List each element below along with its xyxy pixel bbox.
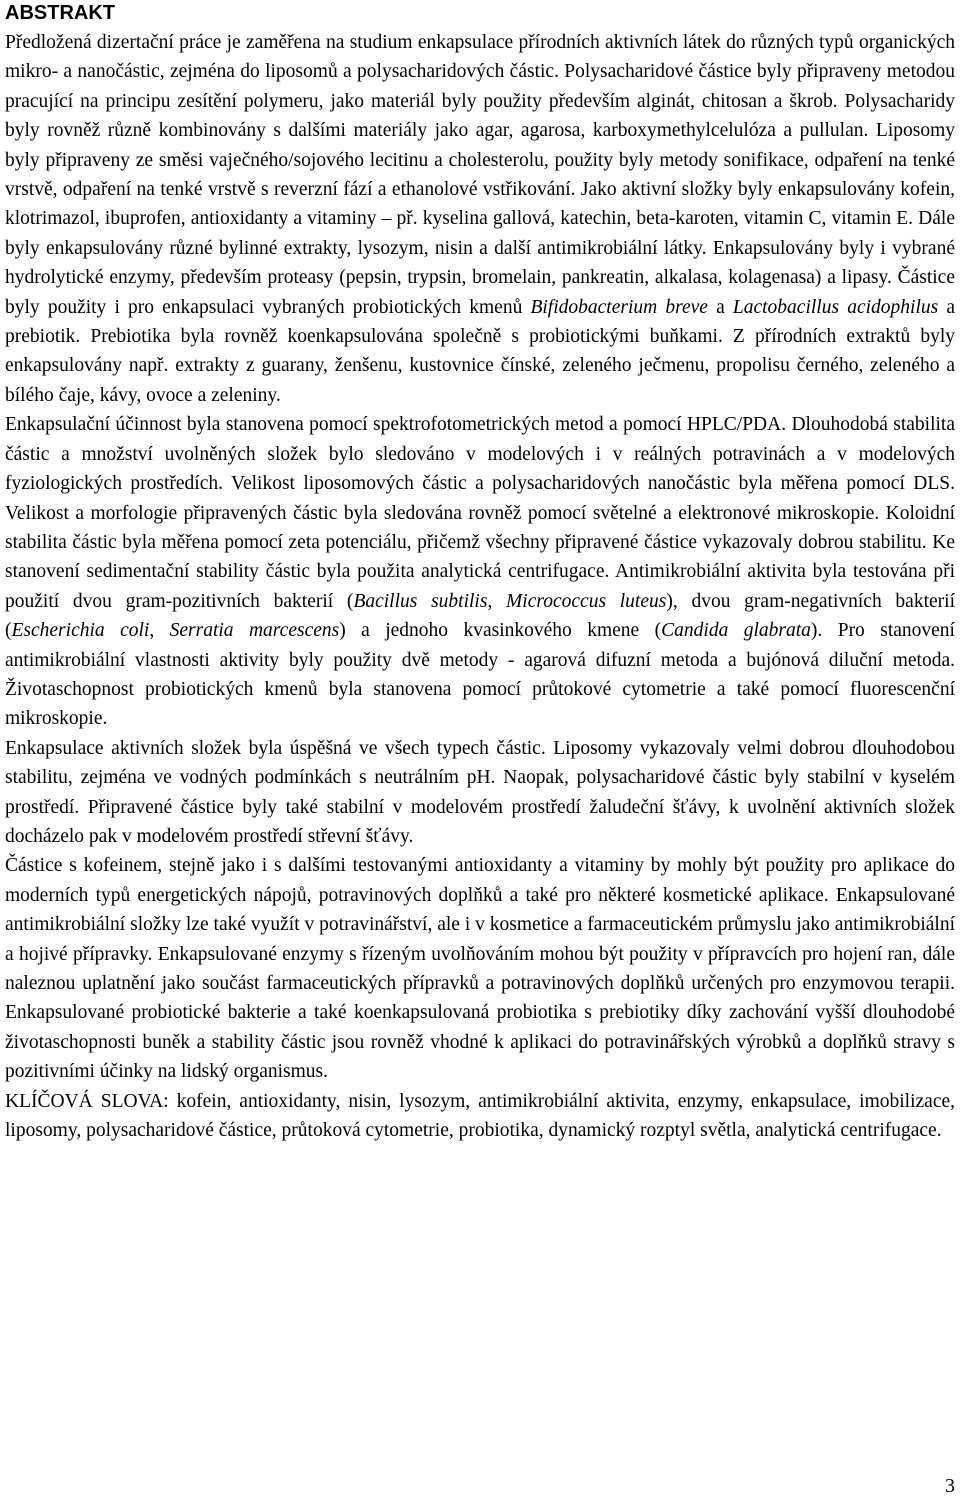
text-run-italic: Bifidobacterium breve bbox=[530, 296, 708, 318]
abstract-paragraph-2 bbox=[5, 410, 955, 733]
page-number: 3 bbox=[945, 1475, 955, 1497]
text-run-italic: Serratia marcescens bbox=[169, 620, 340, 642]
section-heading: ABSTRAKT bbox=[5, 2, 115, 24]
text-run-italic: Candida glabrata bbox=[661, 620, 811, 642]
text-run: , bbox=[487, 590, 507, 612]
text-run: Částice s kofeinem, stejně jako i s dalšími testovanými antioxidanty a vitaminy by mohly být použity pro aplikace do moderních typů energetických nápojů, potravinových doplňků a také pro některé kosmetické aplikace. Enkapsulované antimikrobiální složky lze také využít v potravinářství, ale i v kosmetice a farmaceutickém průmyslu jako antimikrobiální a hojivé přípravky. Enkapsulované enzymy s řízeným uvolňováním mohou být použity v přípravcích pro hojení ran, dále naleznou uplatnění jako součást farmaceutických přípravků a potravinových doplňků určených pro enzymovou terapii. Enkapsulované probiotické bakterie a také koenkapsulovaná probiotika s prebiotiky díky zachování vyšší dlouhodobé životaschopnosti buněk a stability částic jsou rovněž vhodné k aplikaci do potravinářských výrobků a doplňků stravy s pozitivními účinky na lidský organismus. bbox=[5, 855, 955, 1083]
text-run: a bbox=[707, 296, 733, 318]
text-run: ), dvou gram-negativních bakterií ( bbox=[5, 590, 955, 642]
text-run: Enkapsulační účinnost byla stanovena pomocí spektrofotometrických metod a pomocí HPLC/PDA. Dlouhodobá stabilita částic a množství uvolněných složek bylo sledováno v modelových i v reálných potravinách a v modelových fyziologických prostředích. Velikost liposomových částic a polysacharidových nanočástic byla měřena pomocí DLS. Velikost a morfologie připravených částic byla sledována rovněž pomocí světelné a elektronové mikroskopie. Koloidní stabilita částic byla měřena pomocí zeta potenciálu, přičemž všechny připravené částice vykazovaly dobrou stabilitu. Ke stanovení sedimentační stability částic byla použita analytická centrifugace. Antimikrobiální aktivita byla testována při použití dvou gram-pozitivních bakterií ( bbox=[5, 414, 955, 612]
text-run: a prebiotik. Prebiotika byla rovněž koenkapsulována společně s probiotickými buňkami. Z přírodních extraktů byly enkapsulovány např. extrakty z guarany, ženšenu, kustovnice čínské, zeleného ječmenu, propolisu černého, zeleného a bílého čaje, kávy, ovoce a zeleniny. bbox=[5, 296, 956, 406]
text-run: ) a jednoho kvasinkového kmene ( bbox=[339, 620, 662, 642]
keywords-paragraph: KLÍČOVÁ SLOVA: kofein, antioxidanty, nisin, lysozym, antimikrobiální aktivita, enzymy, enkapsulace, imobilizace, liposomy, polysacharidové částice, průtoková cytometrie, probiotika, dynamický rozptyl světla, analytická centrifugace. bbox=[5, 1090, 955, 1142]
abstract-paragraph-3 bbox=[5, 734, 955, 852]
text-run: ). Pro stanovení antimikrobiální vlastnosti aktivity byly použity dvě metody - agarová difuzní metoda a bujónová diluční metoda. Životaschopnost probiotických kmenů byla stanovena pomocí průtokové cytometrie a také pomocí fluorescenční mikroskopie. bbox=[5, 620, 955, 730]
document-page bbox=[5, 0, 955, 1145]
text-run-italic: Escherichia coli bbox=[11, 620, 150, 642]
text-run: Předložená dizertační práce je zaměřena na studium enkapsulace přírodních aktivních látek do různých typů organických mikro- a nanočástic, zejména do liposomů a polysacharidových částic. Polysacharidové částice byly připraveny metodou pracující na principu zesítění polymeru, jako materiál byly použity především alginát, chitosan a škrob. Polysacharidy byly rovněž různě kombinovány s dalšími materiály jako agar, agarosa, karboxymethylcelulóza a pullulan. Liposomy byly připraveny ze směsi vaječného/sojového lecitinu a cholesterolu, použity byly metody sonifikace, odpaření na tenké vrstvě, odpaření na tenké vrstvě s reverzní fází a ethanolové vstřikování. Jako aktivní složky byly enkapsulovány kofein, klotrimazol, ibuprofen, antioxidanty a vitaminy – př. kyselina gallová, katechin, beta-karoten, vitamin C, vitamin E. Dále byly enkapsulovány různé bylinné extrakty, lysozym, nisin a další antimikrobiální látky. Enkapsulovány byly i vybrané hydrolytické enzymy, především proteasy (pepsin, trypsin, bromelain, pankreatin, alkalasa, kolagenasa) a lipasy. Částice byly použity i pro enkapsulaci vybraných probiotických kmenů bbox=[5, 32, 955, 318]
abstract-paragraph-1 bbox=[5, 28, 955, 410]
text-run: , bbox=[149, 620, 170, 642]
abstract-paragraph-4 bbox=[5, 851, 955, 1086]
text-run-italic: Lactobacillus acidophilus bbox=[732, 296, 939, 318]
text-run-italic: Micrococcus luteus bbox=[506, 590, 667, 612]
text-run: Enkapsulace aktivních složek byla úspěšná ve všech typech částic. Liposomy vykazovaly velmi dobrou dlouhodobou stabilitu, zejména ve vodných podmínkách s neutrálním pH. Naopak, polysacharidové částic byly stabilní v kyselém prostředí. Připravené částice byly také stabilní v modelovém prostředí žaludeční šťávy, k uvolnění aktivních složek docházelo pak v modelovém prostředí střevní šťávy. bbox=[5, 737, 955, 847]
text-run-italic: Bacillus subtilis bbox=[353, 590, 488, 612]
